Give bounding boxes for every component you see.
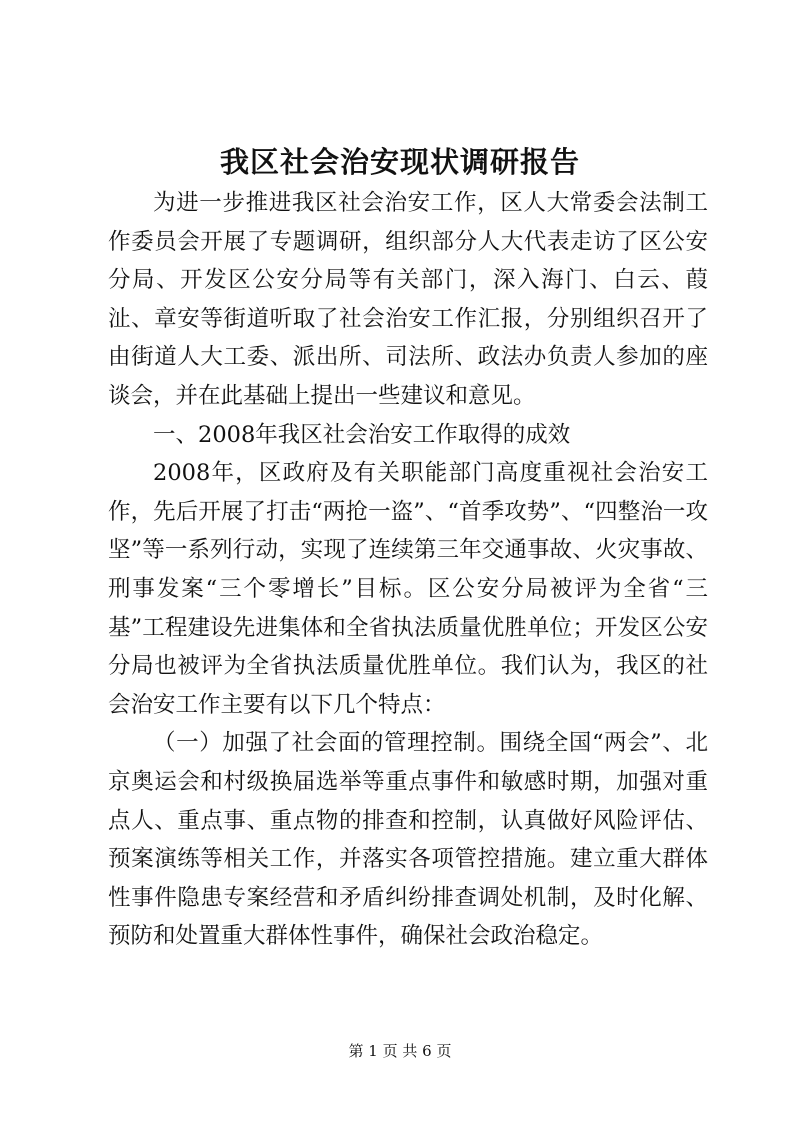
paragraph-point-one: （一）加强了社会面的管理控制。围绕全国“两会”、北京奥运会和村级换届选举等重点事件和敏感时期，加强对重点人、重点事、重点物的排查和控制，认真做好风险评估、预案演练等相关工作，并落实各项管控措施。建立重大群体性事件隐患专案经营和矛盾纠纷排查调处机制，及时化解、预防和处置重大群体性事件，确保社会政治稳定。 bbox=[108, 730, 708, 950]
paragraph-achievements: 2008年，区政府及有关职能部门高度重视社会治安工作，先后开展了打击“两抢一盗”、“首季攻势”、“四整治一攻坚”等一系列行动，实现了连续第三年交通事故、火灾事故、刑事发案“三个零增长”目标。区公安分局被评为全省“三基”工程建设先进集体和全省执法质量优胜单位；开发区公安分局也被评为全省执法质量优胜单位。我们认为，我区的社会治安工作主要有以下几个特点： bbox=[108, 460, 708, 718]
section-heading: 一、2008年我区社会治安工作取得的成效 bbox=[153, 421, 571, 448]
paragraph-intro: 为进一步推进我区社会治安工作，区人大常委会法制工作委员会开展了专题调研，组织部分人大代表走访了区公安分局、开发区公安分局等有关部门，深入海门、白云、葭沚、章安等街道听取了社会治安工作汇报，分别组织召开了由街道人大工委、派出所、司法所、政法办负责人参加的座谈会，并在此基础上提出一些建议和意见。 bbox=[108, 190, 708, 409]
page-number-footer: 第 1 页 共 6 页 bbox=[348, 1042, 452, 1060]
document-title: 我区社会治安现状调研报告 bbox=[219, 145, 580, 179]
document-body bbox=[108, 184, 708, 956]
